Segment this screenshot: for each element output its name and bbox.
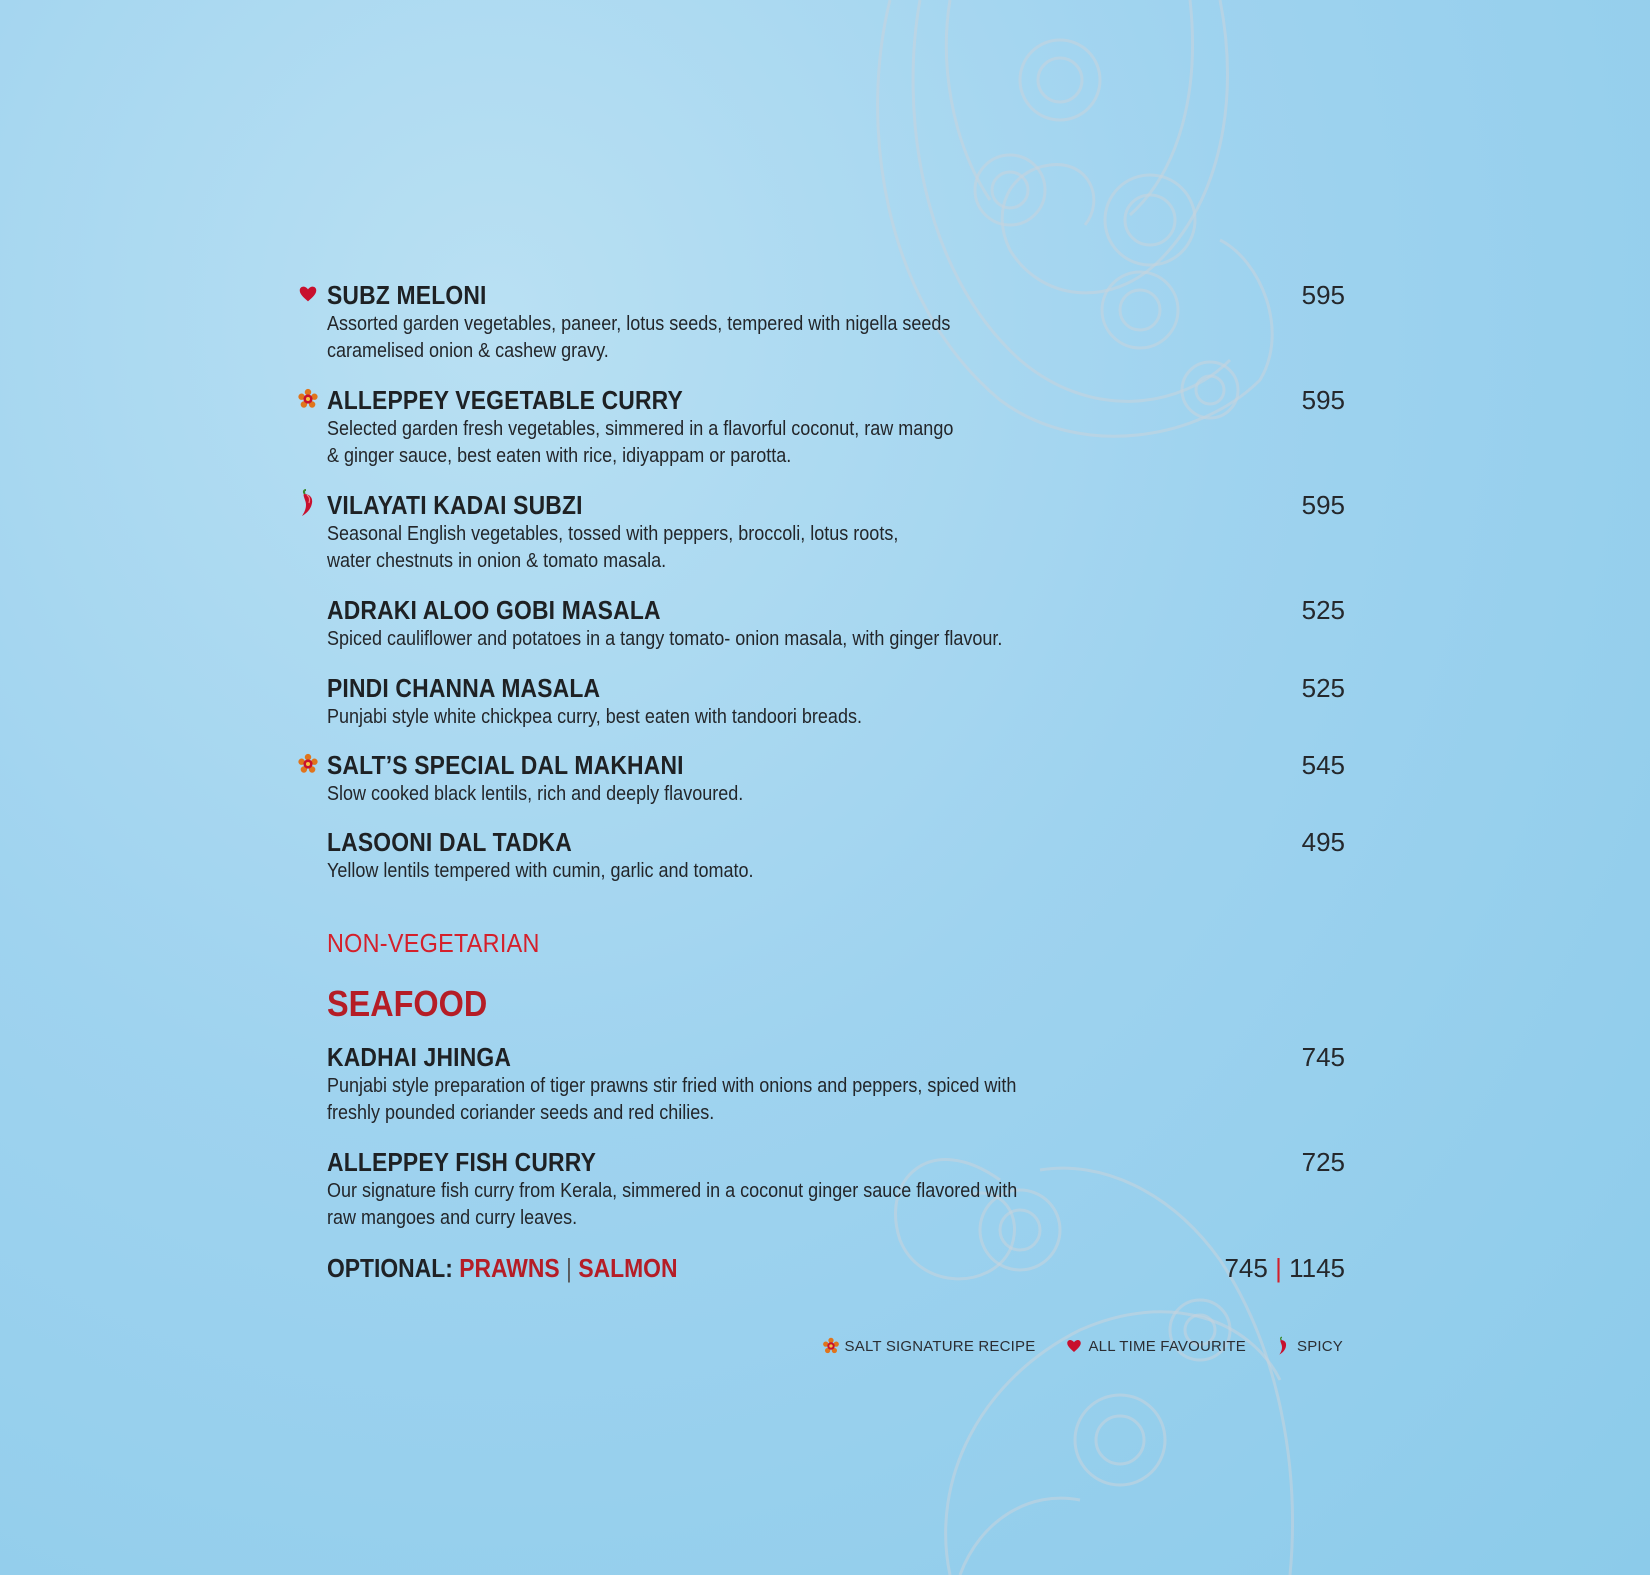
legend-spicy-label: SPICY	[1296, 1337, 1343, 1355]
menu-item-salts-special-dal-makhani	[327, 749, 1345, 808]
item-price: 495	[1301, 827, 1345, 857]
legend-favourite-label: ALL TIME FAVOURITE	[1088, 1337, 1246, 1355]
signature-flower-icon	[297, 388, 319, 410]
legend-favourite	[1065, 1337, 1246, 1355]
legend-signature	[822, 1337, 1036, 1355]
legend	[822, 1335, 1343, 1357]
item-name: LASOONI DAL TADKA	[327, 827, 572, 857]
item-price: 595	[1301, 280, 1345, 310]
item-description: Selected garden fresh vegetables, simmered in a flavorful coconut, raw mango & ginger sauce, best eaten with rice, idiyappam or parotta.	[327, 418, 954, 467]
item-name: ADRAKI ALOO GOBI MASALA	[327, 595, 661, 625]
item-description: Yellow lentils tempered with cumin, garlic and tomato.	[327, 860, 754, 882]
optional-prawns: PRAWNS	[459, 1253, 560, 1283]
item-description: Spiced cauliflower and potatoes in a tangy tomato- onion masala, with ginger flavour.	[327, 628, 1003, 650]
optional-salmon: SALMON	[578, 1253, 678, 1283]
menu-item-alleppey-vegetable-curry	[327, 384, 1345, 470]
optional-separator: |	[566, 1253, 572, 1283]
item-description: Assorted garden vegetables, paneer, lotus seeds, tempered with nigella seeds caramelised onion & cashew gravy.	[327, 313, 951, 362]
item-price: 595	[1301, 490, 1345, 520]
heart-icon	[1065, 1337, 1083, 1355]
optional-text	[327, 1252, 1223, 1284]
menu-item-pindi-channa-masala	[327, 672, 1345, 731]
item-name: ALLEPPEY FISH CURRY	[327, 1147, 597, 1177]
item-name: VILAYATI KADAI SUBZI	[327, 490, 583, 520]
item-price: 525	[1301, 595, 1345, 625]
menu-item-kadhai-jhinga	[327, 1041, 1345, 1127]
menu-item-subz-meloni	[327, 279, 1345, 365]
item-price: 545	[1301, 750, 1345, 780]
chili-icon	[297, 489, 321, 517]
item-name: SALT’S SPECIAL DAL MAKHANI	[327, 750, 684, 780]
item-description: Punjabi style white chickpea curry, best eaten with tandoori breads.	[327, 706, 862, 728]
legend-spicy	[1276, 1335, 1343, 1357]
item-description: Punjabi style preparation of tiger prawns stir fried with onions and peppers, spiced with freshly pounded coriander seeds and red chilies.	[327, 1075, 1017, 1124]
item-name: KADHAI JHINGA	[327, 1042, 512, 1072]
item-name: PINDI CHANNA MASALA	[327, 673, 601, 703]
item-price: 725	[1301, 1147, 1345, 1177]
legend-signature-label: SALT SIGNATURE RECIPE	[844, 1337, 1036, 1355]
optional-price-prawns: 745	[1224, 1253, 1268, 1283]
item-name: ALLEPPEY VEGETABLE CURRY	[327, 385, 683, 415]
optional-label: OPTIONAL:	[327, 1253, 453, 1283]
menu-item-lasooni-dal-tadka	[327, 826, 1345, 885]
section-title: SEAFOOD	[327, 983, 488, 1024]
menu-item-alleppey-fish-curry	[327, 1146, 1345, 1232]
item-price: 595	[1301, 385, 1345, 415]
optional-price-separator: |	[1275, 1253, 1282, 1283]
optional-add-on-row	[327, 1252, 1345, 1284]
item-description: Our signature fish curry from Kerala, simmered in a coconut ginger sauce flavored with raw mangoes and curry leaves.	[327, 1180, 1018, 1229]
section-label: NON-VEGETARIAN	[327, 928, 540, 958]
menu-item-vilayati-kadai-subzi	[327, 489, 1345, 575]
chili-icon	[1276, 1335, 1292, 1357]
signature-flower-icon	[822, 1337, 840, 1355]
item-price: 525	[1301, 673, 1345, 703]
item-description: Seasonal English vegetables, tossed with peppers, broccoli, lotus roots, water chestnuts in onion & tomato masala.	[327, 523, 899, 572]
item-name: SUBZ MELONI	[327, 280, 487, 310]
optional-prices	[1224, 1252, 1345, 1284]
signature-flower-icon	[297, 753, 319, 775]
heart-icon	[297, 283, 319, 305]
item-price: 745	[1301, 1042, 1345, 1072]
item-description: Slow cooked black lentils, rich and deeply flavoured.	[327, 783, 744, 805]
optional-price-salmon: 1145	[1289, 1253, 1345, 1283]
menu-item-adraki-aloo-gobi-masala	[327, 594, 1345, 653]
